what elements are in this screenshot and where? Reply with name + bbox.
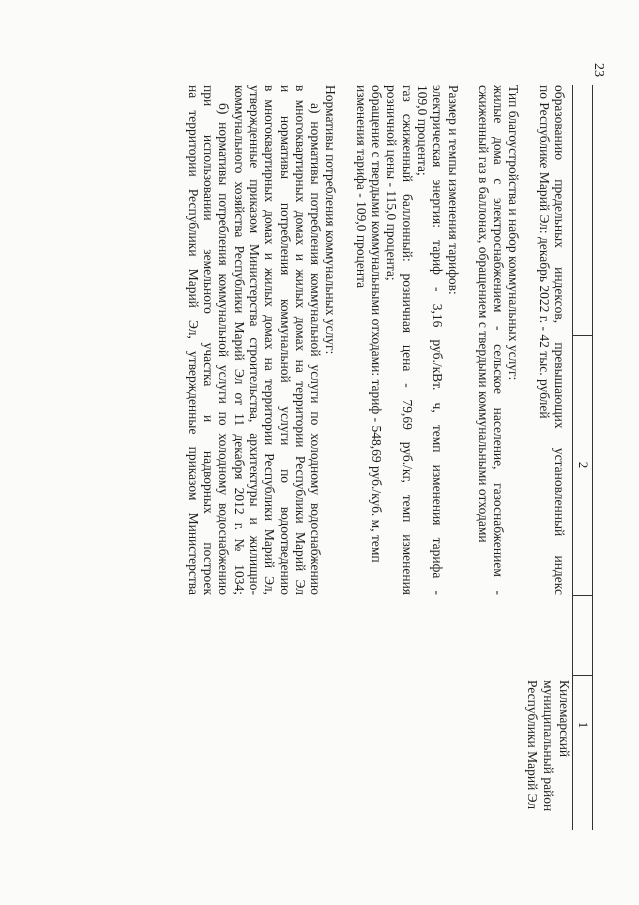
text-line: изменения тарифа - 109,0 процента (353, 85, 369, 289)
territory-wrapper (123, 85, 598, 830)
section-title: Размер и темпы изменения тарифов: (445, 85, 461, 295)
text-line: обращение с твердыми коммунальными отходами: тариф - 548,69 руб./куб. м, темп (369, 85, 385, 563)
text-line: утвержденные приказом Министерства строительства, архитектуры и жилищно- (246, 85, 262, 595)
page-number: 23 (591, 63, 606, 77)
text-line: газ сжиженный баллонный: розничная цена - 79,69 руб./кг, темп изменения (399, 85, 415, 595)
text-line: сжиженный газ в баллонах, обращением с твердыми коммунальными отходами (475, 85, 491, 543)
territory-line: Республики Марий Эл (525, 680, 540, 810)
text-line: розничной цены - 115,0 процента; (384, 85, 400, 281)
text-line: и нормативы потребления коммунальной услуги по водоотведению (277, 85, 293, 595)
section-title: Нормативы потребления коммунальных услуг: (323, 85, 339, 355)
text-line: в многоквартирных домах и жилых домах на территории Республики Марий Эл, (262, 85, 278, 595)
text-line: образованию предельных индексов, превышающих установленный индекс (552, 85, 567, 595)
text-line: 109,0 процента; (414, 85, 430, 176)
text-line: в многоквартирных домах и жилых домах на территории Республики Марий Эл (292, 85, 308, 595)
territory-line: муниципальный район (541, 680, 556, 812)
column-header-2: 2 (576, 461, 591, 469)
text-line: коммунального хозяйства Республики Марий Эл от 11 декабря 2012 г. № 1034; (231, 85, 247, 595)
text-line: а) нормативы потребления коммунальной услуги по холодному водоснабжению (308, 103, 324, 595)
territory-cell (524, 680, 572, 822)
text-line: при использовании земельного участка и надворных построек (201, 85, 217, 595)
text-line: б) нормативы потребления коммунальной услуги по холодному водоснабжению (216, 103, 232, 595)
text-line: электрическая энергия: тариф - 3,16 руб./кВт. ч, темп изменения тарифа - (430, 85, 446, 595)
text-line: жилые дома с электроснабжением - сельское население, газоснабжением - (491, 85, 507, 595)
section-title: Тип благоустройства и набор коммунальных услуг: (506, 85, 522, 381)
territory-line: Килемарский (557, 680, 572, 758)
column-header-1: 1 (576, 721, 591, 729)
text-line: по Республике Марий Эл: декабрь 2022 г. - 42 тыс. рублей (536, 85, 552, 419)
text-line: на территории Республики Марий Эл, утвержденные приказом Министерства (185, 85, 201, 595)
